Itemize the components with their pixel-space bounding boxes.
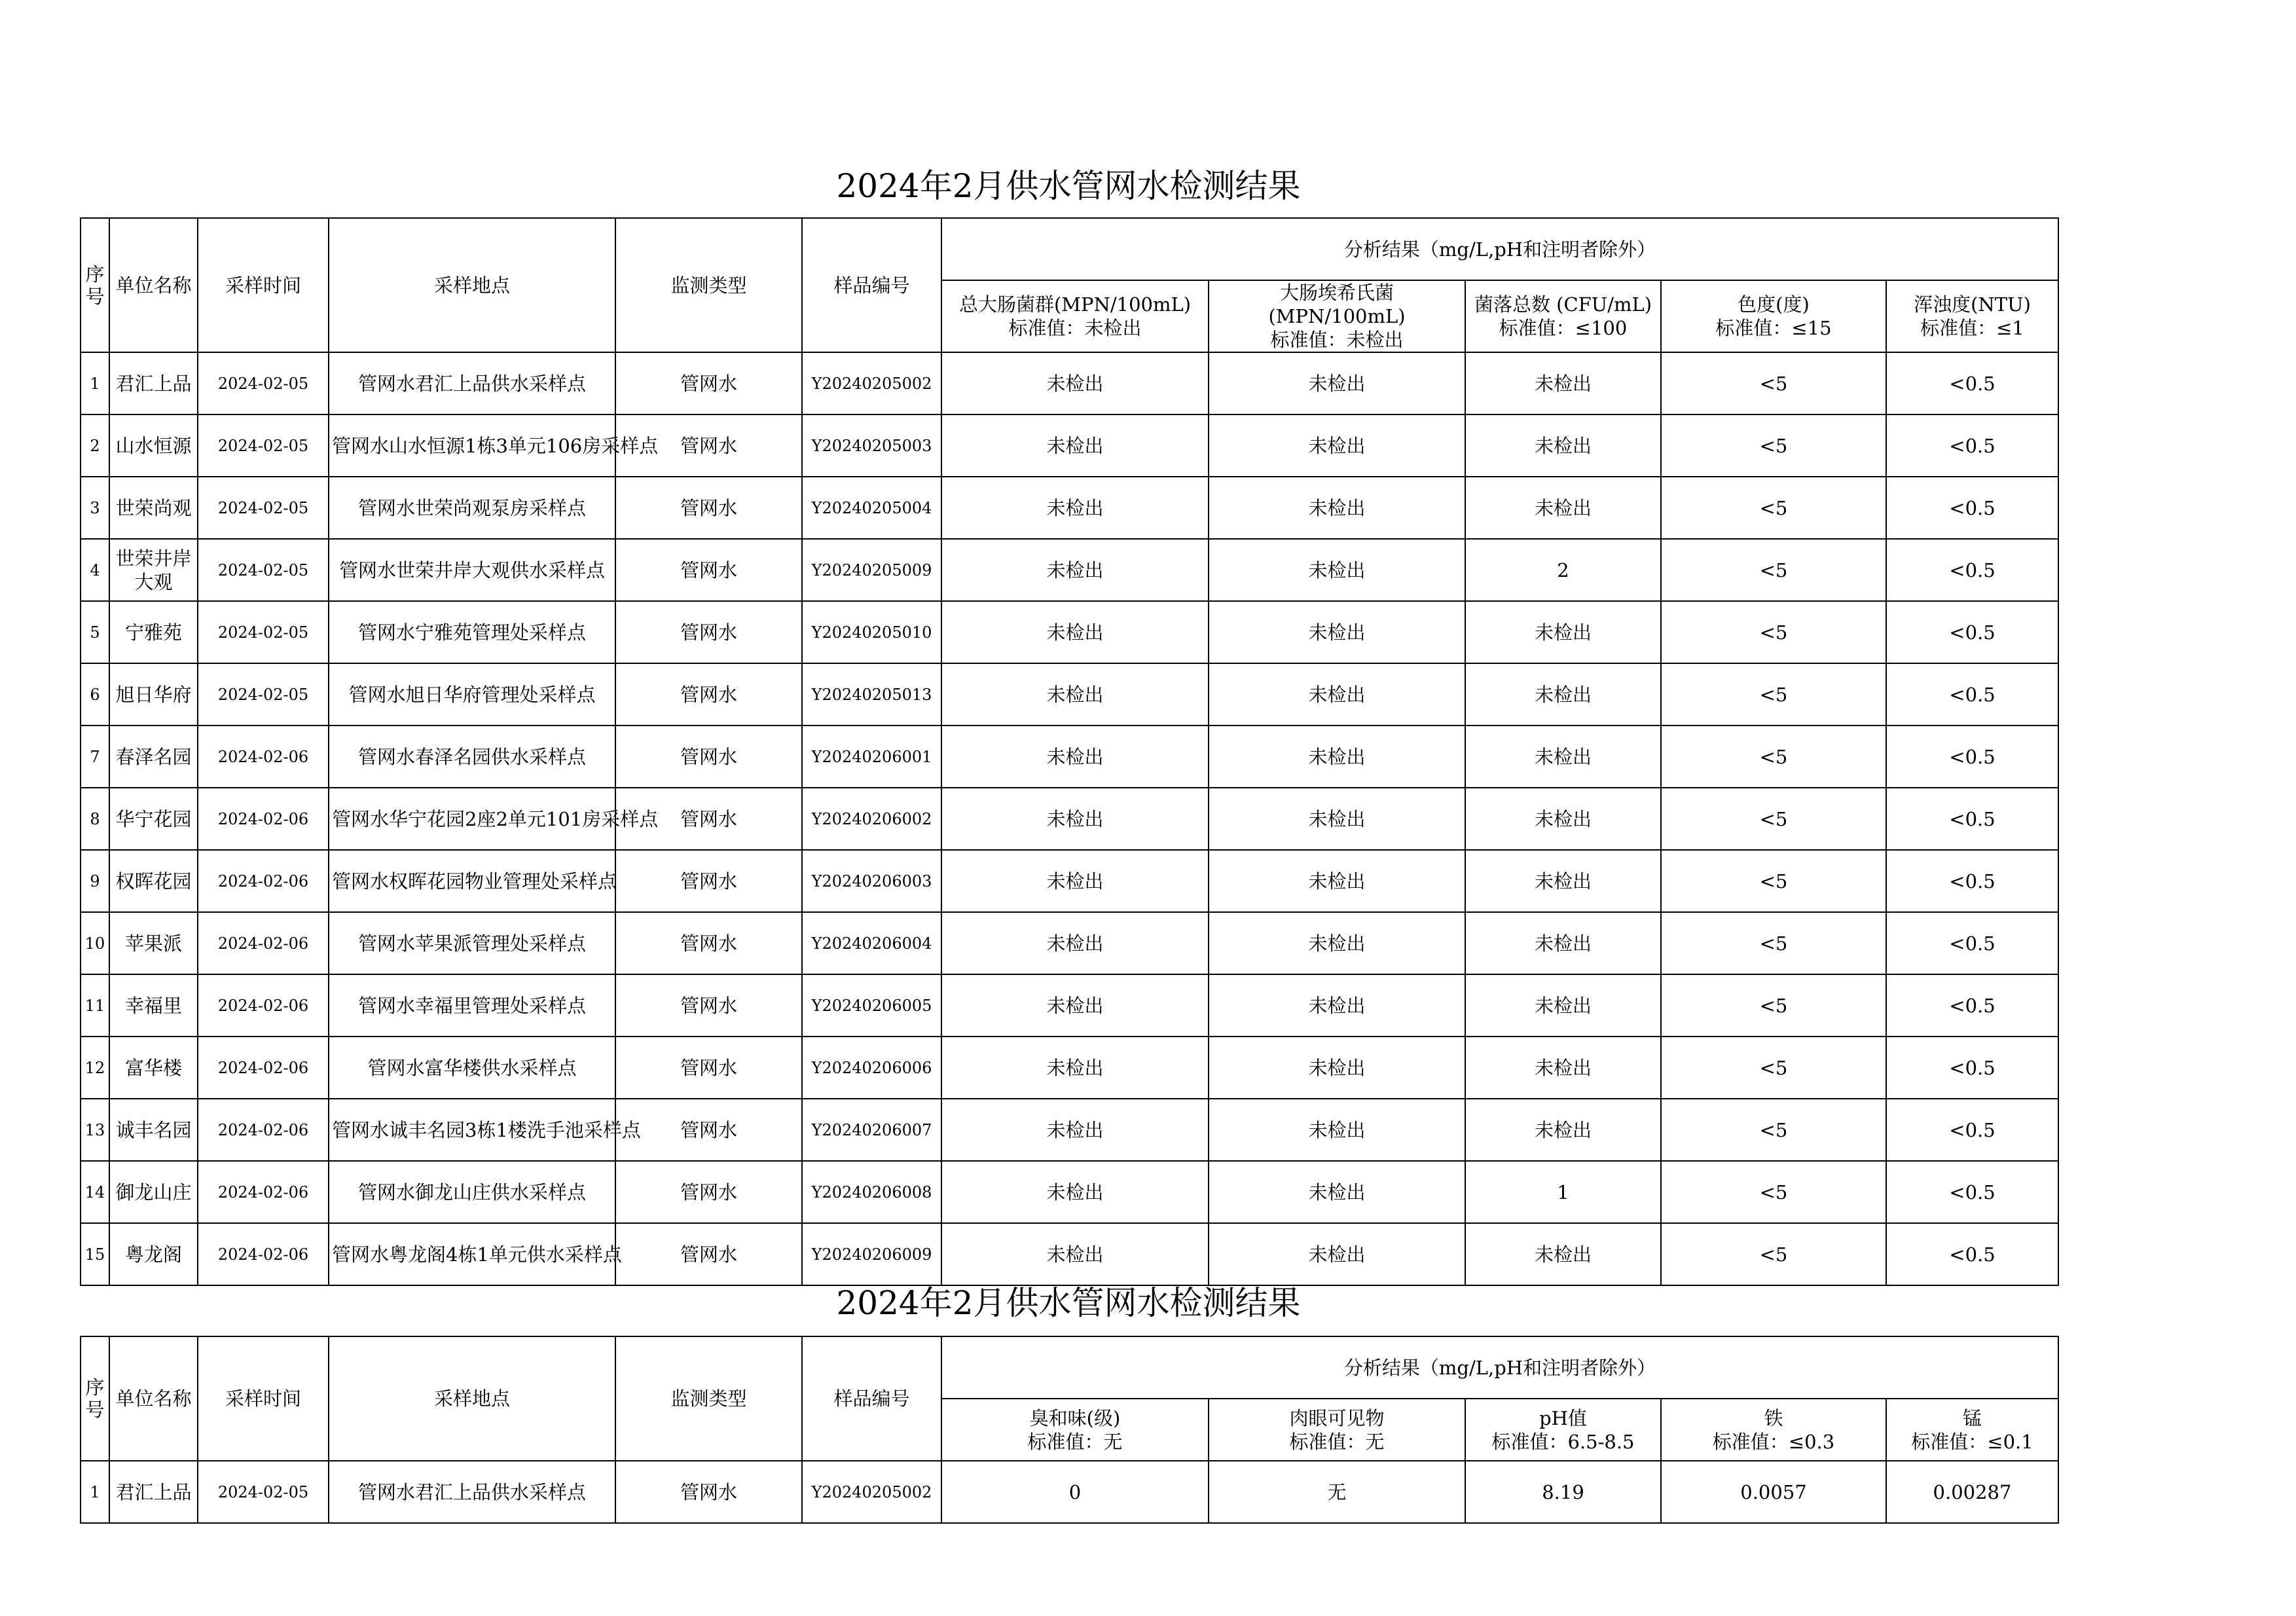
result-cell: <5 [1661,477,1886,539]
unit-cell: 宁雅苑 [109,601,198,663]
sample-id-cell: Y20240205010 [802,601,941,663]
result-cell: 未检出 [1465,974,1661,1037]
time-cell: 2024-02-05 [198,539,329,601]
result-cell: 未检出 [941,414,1209,477]
location-cell: 管网水君汇上品供水采样点 [329,352,615,414]
sample-id-cell: Y20240206005 [802,974,941,1037]
seq-cell: 6 [81,663,109,725]
location-header: 采样地点 [329,1336,615,1461]
result-cell: <5 [1661,974,1886,1037]
unit-cell: 世荣井岸大观 [109,539,198,601]
seq-cell: 1 [81,1461,109,1523]
time-cell: 2024-02-06 [198,1099,329,1161]
result-cell: 未检出 [1465,788,1661,850]
table-row [81,1161,2058,1223]
results-table-1 [80,217,2059,1286]
result-cell: 未检出 [1465,912,1661,974]
result-cell: <5 [1661,352,1886,414]
location-cell: 管网水旭日华府管理处采样点 [329,663,615,725]
table-row [81,1037,2058,1099]
sample-id-cell: Y20240205003 [802,414,941,477]
location-cell: 管网水粤龙阁4栋1单元供水采样点 [329,1223,615,1285]
parameter-header [1661,280,1886,352]
result-cell: 8.19 [1465,1461,1661,1523]
result-cell: 未检出 [1465,352,1661,414]
unit-header: 单位名称 [109,1336,198,1461]
parameter-name: 大肠埃希氏菌(MPN/100mL) [1268,282,1406,327]
time-cell: 2024-02-06 [198,1161,329,1223]
location-cell: 管网水富华楼供水采样点 [329,1037,615,1099]
seq-header: 序号 [81,1336,109,1461]
result-cell: 未检出 [1209,974,1465,1037]
time-header: 采样时间 [198,1336,329,1461]
parameter-standard: 标准值：≤0.3 [1712,1430,1835,1453]
header-row [81,218,2058,280]
unit-cell: 诚丰名园 [109,1099,198,1161]
time-cell: 2024-02-06 [198,974,329,1037]
result-cell: 0.00287 [1886,1461,2058,1523]
unit-cell: 幸福里 [109,974,198,1037]
parameter-standard: 标准值：无 [1027,1430,1123,1453]
result-cell: 未检出 [941,1223,1209,1285]
result-cell: <5 [1661,663,1886,725]
type-cell: 管网水 [615,1099,802,1161]
unit-cell: 旭日华府 [109,663,198,725]
seq-cell: 5 [81,601,109,663]
result-cell: 未检出 [1209,1099,1465,1161]
analysis-group-header: 分析结果（mg/L,pH和注明者除外） [941,1336,2058,1399]
result-cell: <0.5 [1886,788,2058,850]
result-cell: 未检出 [941,725,1209,788]
type-cell: 管网水 [615,974,802,1037]
time-cell: 2024-02-05 [198,601,329,663]
result-cell: <0.5 [1886,1161,2058,1223]
result-cell: <5 [1661,1161,1886,1223]
result-cell: <5 [1661,414,1886,477]
sample-id-cell: Y20240205004 [802,477,941,539]
type-header: 监测类型 [615,218,802,352]
analysis-group-header: 分析结果（mg/L,pH和注明者除外） [941,218,2058,280]
seq-cell: 1 [81,352,109,414]
table-row [81,601,2058,663]
table-1-body [81,218,2058,1285]
location-cell: 管网水春泽名园供水采样点 [329,725,615,788]
unit-cell: 君汇上品 [109,352,198,414]
type-cell: 管网水 [615,1037,802,1099]
location-header: 采样地点 [329,218,615,352]
table-row [81,414,2058,477]
unit-cell: 权晖花园 [109,850,198,912]
sample-id-cell: Y20240206001 [802,725,941,788]
result-cell: 未检出 [1209,912,1465,974]
table-row [81,1223,2058,1285]
parameter-standard: 标准值：未检出 [1008,317,1142,339]
sample-id-cell: Y20240205009 [802,539,941,601]
result-cell: 未检出 [941,352,1209,414]
seq-cell: 2 [81,414,109,477]
result-cell: 2 [1465,539,1661,601]
result-cell: 未检出 [941,1161,1209,1223]
type-cell: 管网水 [615,850,802,912]
parameter-header [941,1399,1209,1461]
type-header: 监测类型 [615,1336,802,1461]
result-cell: <5 [1661,1223,1886,1285]
time-cell: 2024-02-05 [198,352,329,414]
time-header: 采样时间 [198,218,329,352]
location-cell: 管网水君汇上品供水采样点 [329,1461,615,1523]
unit-cell: 山水恒源 [109,414,198,477]
type-cell: 管网水 [615,1223,802,1285]
result-cell: <0.5 [1886,1223,2058,1285]
result-cell: 未检出 [1465,601,1661,663]
type-cell: 管网水 [615,663,802,725]
seq-cell: 15 [81,1223,109,1285]
result-cell: 0.0057 [1661,1461,1886,1523]
unit-cell: 君汇上品 [109,1461,198,1523]
result-cell: 未检出 [941,663,1209,725]
type-cell: 管网水 [615,539,802,601]
sample-id-header: 样品编号 [802,1336,941,1461]
location-cell: 管网水苹果派管理处采样点 [329,912,615,974]
type-cell: 管网水 [615,352,802,414]
sample-id-header: 样品编号 [802,218,941,352]
location-cell: 管网水权晖花园物业管理处采样点 [329,850,615,912]
type-cell: 管网水 [615,414,802,477]
result-cell: <0.5 [1886,974,2058,1037]
results-table-2 [80,1336,2059,1524]
result-cell: 未检出 [941,477,1209,539]
result-cell: <5 [1661,1099,1886,1161]
result-cell: 未检出 [1209,352,1465,414]
result-cell: 未检出 [941,974,1209,1037]
location-cell: 管网水幸福里管理处采样点 [329,974,615,1037]
table-row [81,788,2058,850]
location-cell: 管网水世荣井岸大观供水采样点 [329,539,615,601]
type-cell: 管网水 [615,1461,802,1523]
time-cell: 2024-02-06 [198,912,329,974]
time-cell: 2024-02-05 [198,1461,329,1523]
seq-cell: 8 [81,788,109,850]
result-cell: 未检出 [1465,477,1661,539]
parameter-header [1886,1399,2058,1461]
parameter-header [1661,1399,1886,1461]
result-cell: 未检出 [941,788,1209,850]
table-row [81,477,2058,539]
result-cell: 未检出 [941,539,1209,601]
parameter-name: 浑浊度(NTU) [1914,293,2031,316]
seq-cell: 4 [81,539,109,601]
result-cell: <0.5 [1886,601,2058,663]
result-cell: 未检出 [1209,414,1465,477]
parameter-name: pH值 [1539,1406,1587,1429]
result-cell: <5 [1661,912,1886,974]
seq-cell: 9 [81,850,109,912]
result-cell: <0.5 [1886,414,2058,477]
table-row [81,912,2058,974]
location-cell: 管网水山水恒源1栋3单元106房采样点 [329,414,615,477]
parameter-standard: 标准值：6.5-8.5 [1491,1430,1635,1453]
parameter-name: 铁 [1764,1406,1783,1429]
seq-cell: 7 [81,725,109,788]
parameter-name: 菌落总数 (CFU/mL) [1474,293,1652,316]
parameter-header [1465,1399,1661,1461]
result-cell: 未检出 [1465,414,1661,477]
parameter-header [1886,280,2058,352]
table-row [81,352,2058,414]
time-cell: 2024-02-05 [198,477,329,539]
sample-id-cell: Y20240206002 [802,788,941,850]
table-2-body [81,1336,2058,1523]
result-cell: 1 [1465,1161,1661,1223]
unit-cell: 华宁花园 [109,788,198,850]
parameter-name: 色度(度) [1738,293,1810,316]
header-row [81,1336,2058,1399]
result-cell: <0.5 [1886,477,2058,539]
result-cell: 未检出 [941,850,1209,912]
unit-header: 单位名称 [109,218,198,352]
result-cell: 未检出 [1209,725,1465,788]
location-cell: 管网水御龙山庄供水采样点 [329,1161,615,1223]
seq-header: 序号 [81,218,109,352]
result-cell: 未检出 [941,1037,1209,1099]
table-1-title: 2024年2月供水管网水检测结果 [836,167,1301,205]
type-cell: 管网水 [615,912,802,974]
type-cell: 管网水 [615,477,802,539]
result-cell: 未检出 [941,601,1209,663]
result-cell: <5 [1661,1037,1886,1099]
table-row [81,1461,2058,1523]
unit-cell: 御龙山庄 [109,1161,198,1223]
parameter-name: 臭和味(级) [1029,1406,1121,1429]
location-cell: 管网水宁雅苑管理处采样点 [329,601,615,663]
result-cell: 未检出 [1465,1099,1661,1161]
unit-cell: 富华楼 [109,1037,198,1099]
time-cell: 2024-02-05 [198,414,329,477]
time-cell: 2024-02-06 [198,1223,329,1285]
parameter-standard: 标准值：未检出 [1270,329,1404,351]
sample-id-cell: Y20240205002 [802,352,941,414]
parameter-name: 总大肠菌群(MPN/100mL) [958,293,1192,316]
result-cell: 未检出 [941,1099,1209,1161]
time-cell: 2024-02-06 [198,725,329,788]
table-row [81,1099,2058,1161]
type-cell: 管网水 [615,788,802,850]
sample-id-cell: Y20240205013 [802,663,941,725]
unit-cell: 春泽名园 [109,725,198,788]
result-cell: 未检出 [1465,850,1661,912]
seq-cell: 13 [81,1099,109,1161]
seq-cell: 14 [81,1161,109,1223]
result-cell: <0.5 [1886,1099,2058,1161]
seq-cell: 3 [81,477,109,539]
result-cell: <0.5 [1886,1037,2058,1099]
unit-cell: 世荣尚观 [109,477,198,539]
result-cell: <5 [1661,788,1886,850]
result-cell: 0 [941,1461,1209,1523]
location-cell: 管网水诚丰名园3栋1楼洗手池采样点 [329,1099,615,1161]
result-cell: 未检出 [1209,1223,1465,1285]
location-cell: 管网水华宁花园2座2单元101房采样点 [329,788,615,850]
result-cell: <5 [1661,725,1886,788]
result-cell: 未检出 [1209,539,1465,601]
time-cell: 2024-02-06 [198,788,329,850]
result-cell: <0.5 [1886,663,2058,725]
parameter-standard: 标准值：≤1 [1920,317,2024,339]
result-cell: <5 [1661,850,1886,912]
result-cell: 未检出 [1209,1037,1465,1099]
parameter-name: 肉眼可见物 [1289,1406,1385,1429]
type-cell: 管网水 [615,725,802,788]
time-cell: 2024-02-05 [198,663,329,725]
result-cell: 未检出 [1209,1161,1465,1223]
result-cell: 未检出 [1209,477,1465,539]
table-row [81,974,2058,1037]
parameter-header [1465,280,1661,352]
parameter-name: 锰 [1962,1406,1982,1429]
sample-id-cell: Y20240206003 [802,850,941,912]
sample-id-cell: Y20240205002 [802,1461,941,1523]
table-row [81,539,2058,601]
result-cell: 未检出 [1209,601,1465,663]
table-row [81,725,2058,788]
result-cell: 未检出 [941,912,1209,974]
parameter-header [941,280,1209,352]
result-cell: 未检出 [1209,850,1465,912]
result-cell: 未检出 [1465,1037,1661,1099]
type-cell: 管网水 [615,1161,802,1223]
sample-id-cell: Y20240206007 [802,1099,941,1161]
time-cell: 2024-02-06 [198,1037,329,1099]
unit-cell: 苹果派 [109,912,198,974]
result-cell: 未检出 [1465,1223,1661,1285]
parameter-standard: 标准值：≤100 [1499,317,1628,339]
parameter-standard: 标准值：≤0.1 [1911,1430,2033,1453]
seq-cell: 12 [81,1037,109,1099]
type-cell: 管网水 [615,601,802,663]
sample-id-cell: Y20240206009 [802,1223,941,1285]
parameter-header [1209,280,1465,352]
result-cell: 无 [1209,1461,1465,1523]
time-cell: 2024-02-06 [198,850,329,912]
sample-id-cell: Y20240206008 [802,1161,941,1223]
table-row [81,850,2058,912]
result-cell: 未检出 [1465,663,1661,725]
seq-cell: 10 [81,912,109,974]
result-cell: <0.5 [1886,912,2058,974]
parameter-header [1209,1399,1465,1461]
location-cell: 管网水世荣尚观泵房采样点 [329,477,615,539]
sample-id-cell: Y20240206004 [802,912,941,974]
parameter-standard: 标准值：无 [1289,1430,1385,1453]
result-cell: 未检出 [1209,663,1465,725]
seq-cell: 11 [81,974,109,1037]
result-cell: <5 [1661,539,1886,601]
result-cell: 未检出 [1465,725,1661,788]
result-cell: <5 [1661,601,1886,663]
table-row [81,663,2058,725]
sample-id-cell: Y20240206006 [802,1037,941,1099]
result-cell: <0.5 [1886,850,2058,912]
result-cell: <0.5 [1886,725,2058,788]
result-cell: <0.5 [1886,539,2058,601]
result-cell: <0.5 [1886,352,2058,414]
unit-cell: 粤龙阁 [109,1223,198,1285]
table-2-title: 2024年2月供水管网水检测结果 [836,1284,1301,1322]
result-cell: 未检出 [1209,788,1465,850]
parameter-standard: 标准值：≤15 [1715,317,1832,339]
